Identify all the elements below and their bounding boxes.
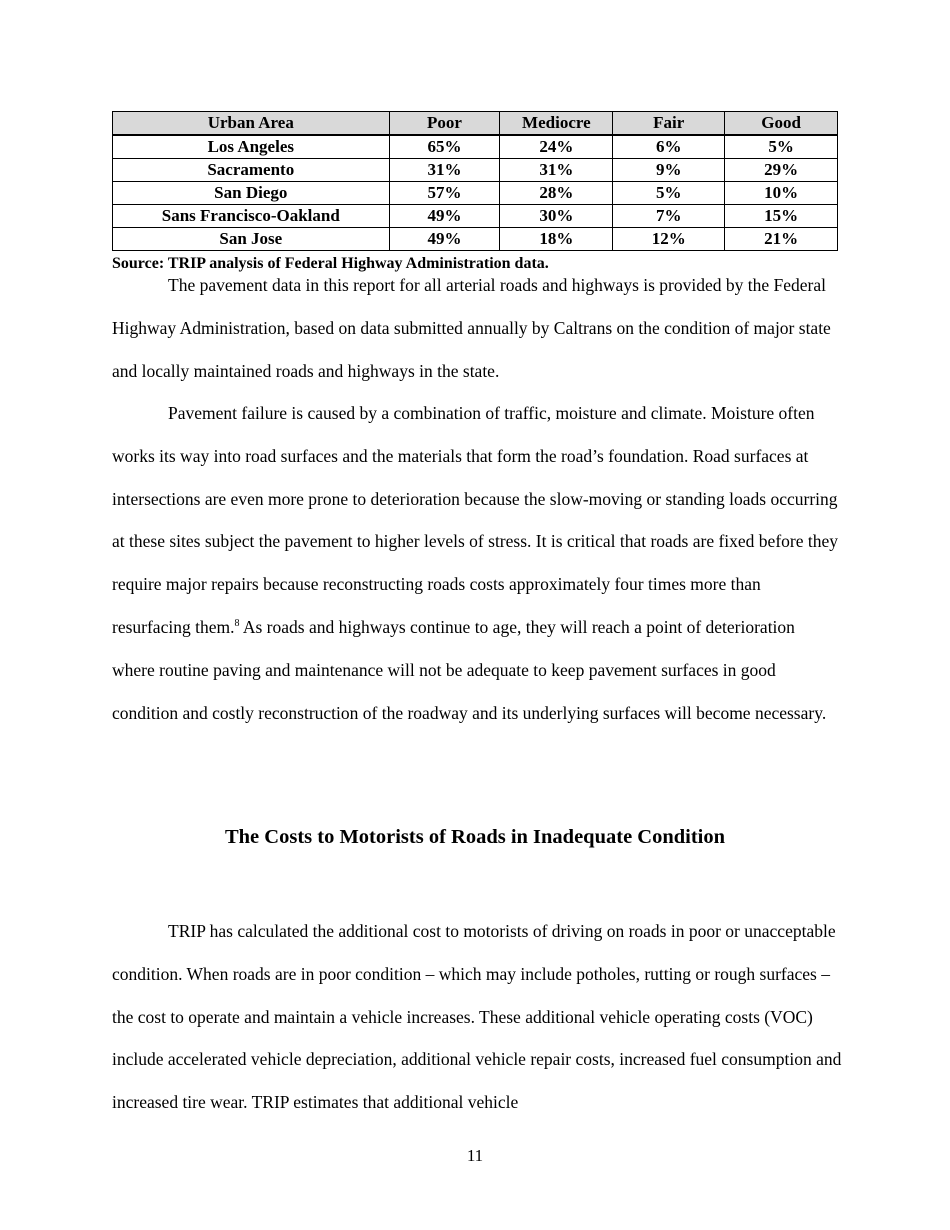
footnote-reference[interactable]: 8 <box>234 617 240 629</box>
table-cell: 49% <box>389 205 500 228</box>
table-cell: Sacramento <box>113 159 390 182</box>
table-cell: 6% <box>613 135 725 159</box>
table-row <box>113 182 838 205</box>
page-number: 11 <box>466 1146 484 1165</box>
table-cell: 49% <box>389 228 500 251</box>
paragraph-motorist-costs: TRIP has calculated the additional cost to motorists of driving on roads in poor or unacceptable condition. When roads are in poor condition – which may include potholes, rutting or rough surfaces – the cost to operate and maintain a vehicle increases. These additional vehicle operating costs (VOC) include accelerated vehicle depreciation, additional vehicle repair costs, increased fuel consumption and increased tire wear. TRIP estimates that additional vehicle <box>112 921 842 1113</box>
pavement-condition-table <box>112 111 838 251</box>
column-header-mediocre: Mediocre <box>500 112 613 136</box>
table-header-row <box>113 112 838 136</box>
table-cell: 30% <box>500 205 613 228</box>
table-source-note: Source: TRIP analysis of Federal Highway Administration data. <box>112 255 549 272</box>
table-cell: 12% <box>613 228 725 251</box>
table-row <box>113 135 838 159</box>
section-heading: The Costs to Motorists of Roads in Inadequate Condition <box>224 826 726 848</box>
table-cell: 15% <box>725 205 838 228</box>
table-cell: 24% <box>500 135 613 159</box>
table-cell: 28% <box>500 182 613 205</box>
column-header-good: Good <box>725 112 838 136</box>
table-cell: 65% <box>389 135 500 159</box>
paragraph-pavement-data: The pavement data in this report for all arterial roads and highways is provided by the Federal Highway Administration, based on data submitted annually by Caltrans on the condition of major state and locally maintained roads and highways in the state. <box>112 275 831 381</box>
paragraph-text: Pavement failure is caused by a combination of traffic, moisture and climate. Moisture often works its way into road surfaces and the materials that form the road’s foundation. Road surfaces at intersections are even more prone to deterioration because the slow-moving or standing loads occurring at these sites subject the pavement to higher levels of stress. It is critical that roads are fixed before they require major repairs because reconstructing roads costs approximately four times more than resurfacing them. <box>112 403 839 637</box>
table-row <box>113 159 838 182</box>
paragraph-text: As roads and highways continue to age, they will reach a point of deterioration where routine paving and maintenance will not be adequate to keep pavement surfaces in good condition and costly reconstruction of the roadway and its underlying surfaces will become necessary. <box>112 616 827 723</box>
table-cell: 7% <box>613 205 725 228</box>
table-cell: 31% <box>389 159 500 182</box>
paragraph-pavement-failure <box>112 392 842 734</box>
table-cell: Sans Francisco-Oakland <box>113 205 390 228</box>
table-cell: 21% <box>725 228 838 251</box>
table-cell: Los Angeles <box>113 135 390 159</box>
table-cell: 57% <box>389 182 500 205</box>
table-cell: San Diego <box>113 182 390 205</box>
table-row <box>113 205 838 228</box>
table-cell: San Jose <box>113 228 390 251</box>
column-header-fair: Fair <box>613 112 725 136</box>
table-cell: 9% <box>613 159 725 182</box>
table-cell: 29% <box>725 159 838 182</box>
column-header-poor: Poor <box>389 112 500 136</box>
table-cell: 5% <box>725 135 838 159</box>
table-cell: 10% <box>725 182 838 205</box>
table-row <box>113 228 838 251</box>
table-cell: 18% <box>500 228 613 251</box>
table-cell: 31% <box>500 159 613 182</box>
table-cell: 5% <box>613 182 725 205</box>
column-header-urban-area: Urban Area <box>113 112 390 136</box>
